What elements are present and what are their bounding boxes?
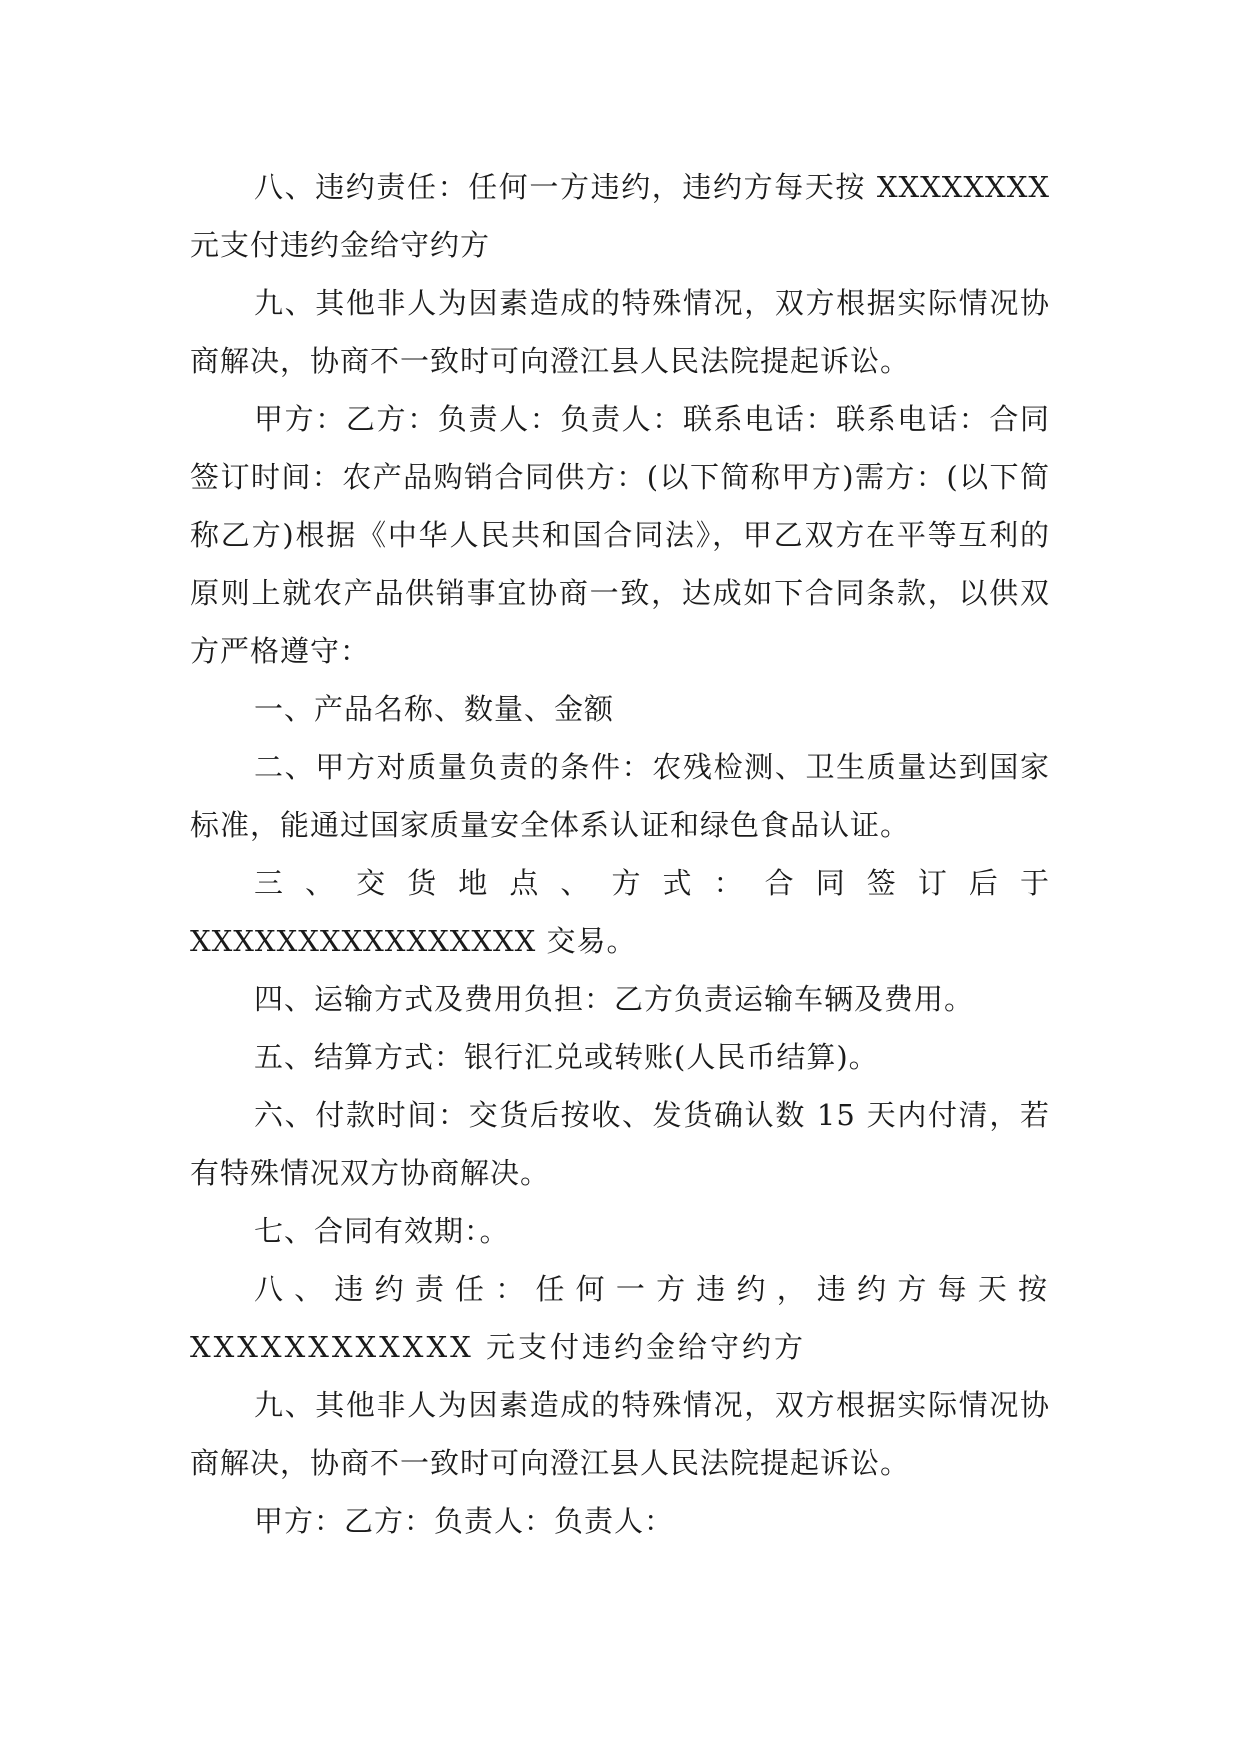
- clause-5-settlement: 五、结算方式：银行汇兑或转账(人民币结算)。: [254, 1040, 879, 1074]
- clause-8-breach-liability: 八、违约责任：任何一方违约，违约方每天按 XXXXXXXX 元支付违约金给守约方: [190, 170, 1050, 262]
- document-body: [190, 158, 1050, 1550]
- clause-4-transport: 四、运输方式及费用负担：乙方负责运输车辆及费用。: [254, 982, 975, 1016]
- contract-preamble: 甲方：乙方：负责人：负责人：联系电话：联系电话：合同签订时间：农产品购销合同供方：(以下简称甲方)需方：(以下简称乙方)根据《中华人民共和国合同法》，甲乙双方在平等互利的原则上就农产品供销事宜协商一致，达成如下合同条款，以供双方严格遵守：: [190, 402, 1050, 668]
- clause-3-delivery: 三、交货地点、方式：合同签订后于 XXXXXXXXXXXXXXXX 交易。: [190, 866, 1050, 958]
- clause-9-dispute-resolution-repeat: 九、其他非人为因素造成的特殊情况，双方根据实际情况协商解决，协商不一致时可向澄江县人民法院提起诉讼。: [190, 1388, 1050, 1480]
- clause-6-payment-time: 六、付款时间：交货后按收、发货确认数 15 天内付清，若有特殊情况双方协商解决。: [190, 1098, 1050, 1190]
- clause-7-validity: 七、合同有效期：。: [254, 1214, 510, 1248]
- signature-block: 甲方：乙方：负责人：负责人：: [254, 1504, 675, 1538]
- clause-2-quality: 二、甲方对质量负责的条件：农残检测、卫生质量达到国家标准，能通过国家质量安全体系认证和绿色食品认证。: [190, 750, 1050, 842]
- clause-1-product: 一、产品名称、数量、金额: [254, 692, 615, 726]
- clause-9-dispute-resolution: 九、其他非人为因素造成的特殊情况，双方根据实际情况协商解决，协商不一致时可向澄江县人民法院提起诉讼。: [190, 286, 1050, 378]
- clause-8-breach-liability-repeat: 八、违约责任：任何一方违约，违约方每天按 XXXXXXXXXXXX 元支付违约金给守约方: [190, 1272, 1050, 1364]
